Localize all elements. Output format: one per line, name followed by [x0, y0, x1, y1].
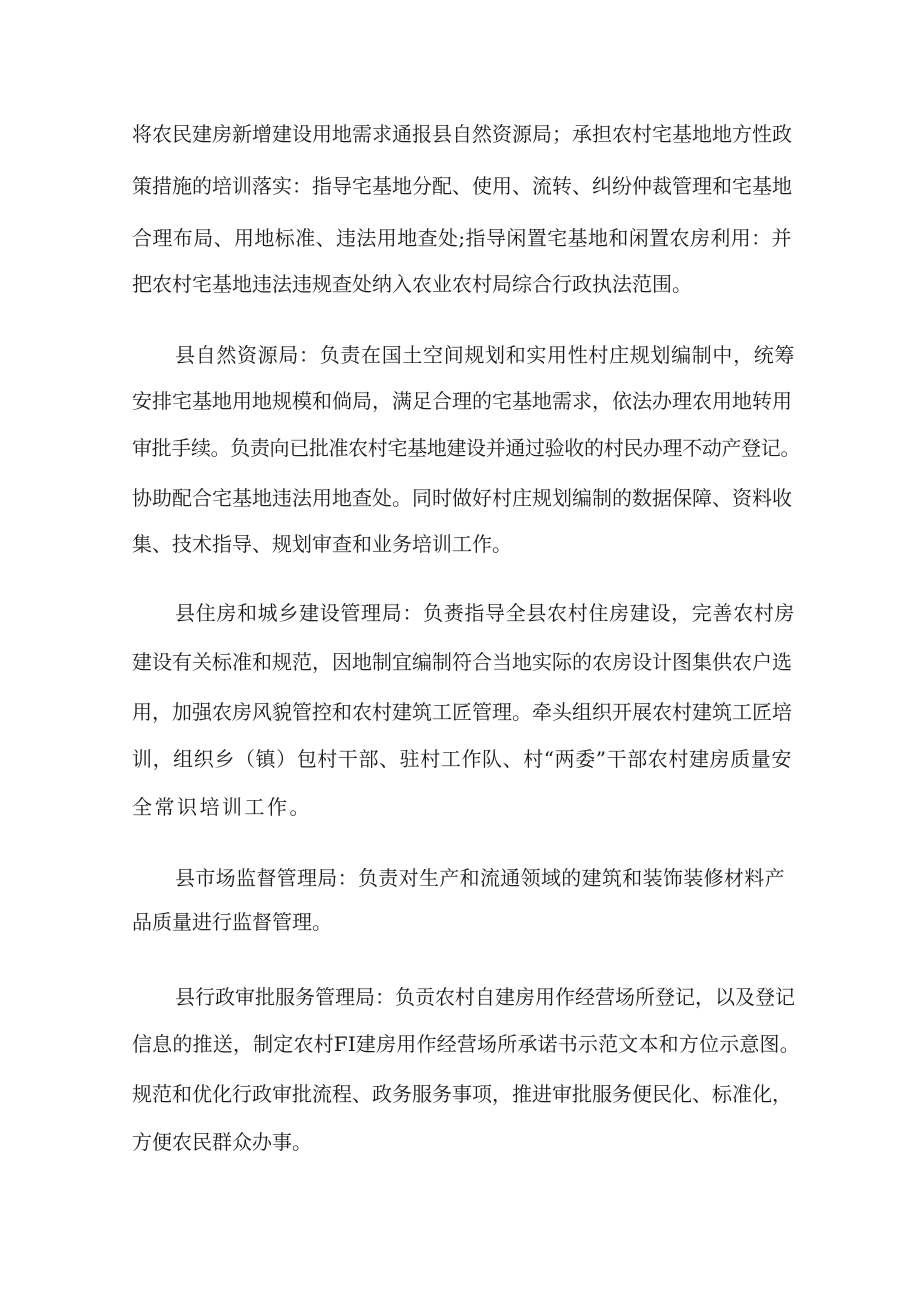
- text-line: 县住房和城乡建设管理局：负赉指导全县农村住房建设，完善农村房: [175, 601, 796, 625]
- text-line: 合理布局、用地标准、违法用地查处;指导闲置宅基地和闲置农房利用：并: [132, 226, 792, 250]
- text-line: 安排宅基地用地规模和倘局，满足合理的宅基地需求，依法办理农用地转用: [132, 389, 792, 413]
- text-line: 规范和优化行政审批流程、政务服务事项，推进审批服务便民化、标准化，: [132, 1082, 792, 1106]
- text-line: 把农村宅基地违法违规查处纳入农业农村局综合行政执法范围。: [132, 272, 692, 296]
- text-line: 品质量进行监督管理。: [132, 910, 332, 934]
- text-line: 方便农民群众办事。: [132, 1130, 312, 1154]
- text-line: 训，组织乡（镇）包村干部、驻村工作队、村“两委”干部农村建房质量安: [132, 747, 792, 771]
- text-line: 信息的推送，制定农村FI建房用作经营场所承诺书示范文本和方位示意图。: [132, 1032, 800, 1056]
- text-line: 策措施的培训落实：指导宅基地分配、使用、流转、纠纷仲裁管理和宅基地: [132, 174, 792, 198]
- text-line: 全常识培训工作。: [132, 795, 312, 819]
- text-line: 协助配合宅基地违法用地查处。同时做好村庄规划编制的数据保障、资料收: [132, 486, 792, 510]
- text-line: 用，加强农房风貌管控和农村建筑工匠管理。牵头组织开展农村建筑工匠培: [132, 700, 792, 724]
- text-line: 县行政审批服务管理局：负贡农村自建房用作经营场所登记，以及登记: [175, 985, 795, 1009]
- text-line: 建设有关标准和规范，因地制宜编制符合当地实际的农房设计图集供农户选: [132, 650, 792, 674]
- text-line: 集、技术指导、规划审查和业务培训工作。: [132, 532, 512, 556]
- text-line: 审批手续。负责向已批准农村宅基地建设并通过验收的村民办理不动产登记。: [132, 436, 801, 460]
- text-line: 县市场监督管理局：负责对生产和流通领域的建筑和装饰装修材料产: [175, 866, 785, 890]
- text-line: 将农民建房新增建设用地需求通报县自然资源局；承担农村宅基地地方性政: [132, 122, 792, 146]
- text-line: 县自然资源局：负责在国土空间规划和实用性村庄规划编制中，统筹: [175, 343, 796, 367]
